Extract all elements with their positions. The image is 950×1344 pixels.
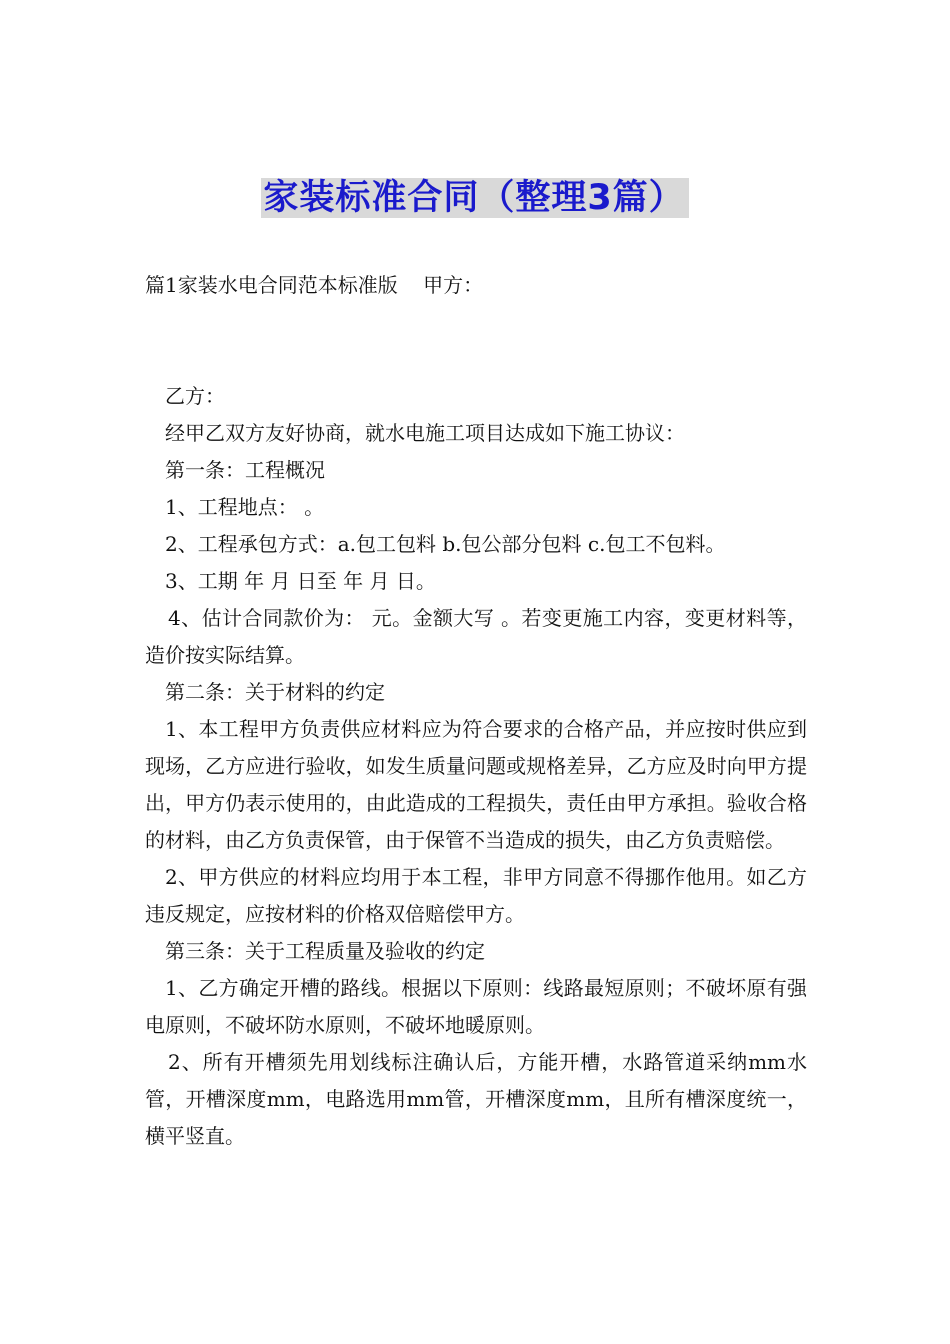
clause-1-2: 2、工程承包方式：a.包工包料 b.包公部分包料 c.包工不包料。 (165, 532, 726, 556)
clause-1-4: 4、估计合同款价为： 元。金额大写 。若变更施工内容，变更材料等，造价按实际结算。 (145, 606, 807, 667)
section-heading: 篇1家装水电合同范本标准版 甲方： (145, 273, 484, 297)
contract-body (145, 378, 807, 1155)
clause-2-1: 1、本工程甲方负责供应材料应为符合要求的合格产品，并应按时供应到现场，乙方应进行验收，如发生质量问题或规格差异，乙方应及时向甲方提出，甲方仍表示使用的，由此造成的工程损失，责任由甲方承担。验收合格的材料，由乙方负责保管，由于保管不当造成的损失，由乙方负责赔偿。 (145, 717, 807, 852)
clause-1-3: 3、工期 年 月 日至 年 月 日。 (165, 569, 436, 593)
clause-3-1: 1、乙方确定开槽的路线。根据以下原则：线路最短原则；不破坏原有强电原则，不破坏防水原则，不破坏地暖原则。 (145, 976, 807, 1037)
article-2-heading: 第二条：关于材料的约定 (165, 680, 385, 704)
clause-2-2: 2、甲方供应的材料应均用于本工程，非甲方同意不得挪作他用。如乙方违反规定，应按材料的价格双倍赔偿甲方。 (145, 865, 807, 926)
article-1-heading: 第一条：工程概况 (165, 458, 325, 482)
article-3-heading: 第三条：关于工程质量及验收的约定 (165, 939, 485, 963)
clause-1-1: 1、工程地点： 。 (165, 495, 325, 519)
title-container (0, 178, 950, 218)
agreement-intro: 经甲乙双方友好协商，就水电施工项目达成如下施工协议： (165, 421, 685, 445)
document-title: 家装标准合同（整理3篇） (261, 178, 688, 218)
clause-3-2: 2、所有开槽须先用划线标注确认后，方能开槽，水路管道采纳mm水管，开槽深度mm，电路选用mm管，开槽深度mm，且所有槽深度统一，横平竖直。 (145, 1050, 807, 1148)
party-b-label: 乙方： (165, 384, 225, 408)
